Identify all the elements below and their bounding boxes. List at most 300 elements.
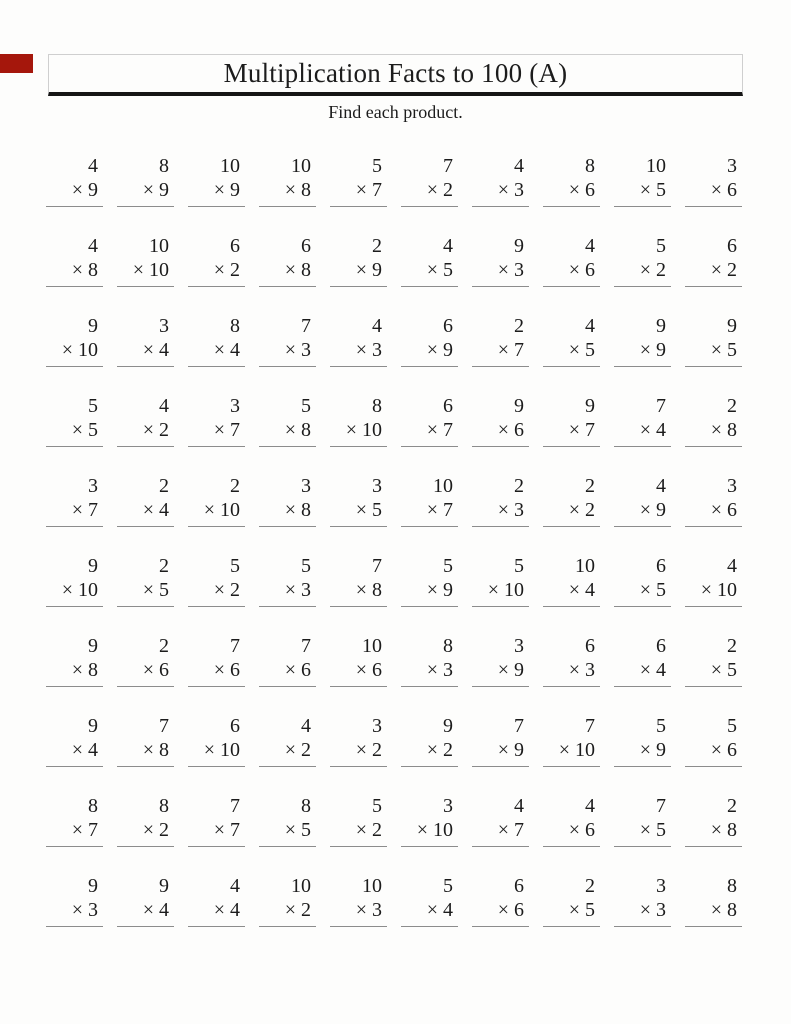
answer-underline xyxy=(401,178,458,207)
answer-underline xyxy=(472,338,529,367)
multiplicand: 4 xyxy=(301,715,311,737)
multiplier: 6 xyxy=(585,819,595,841)
multiplier: 7 xyxy=(230,419,240,441)
multiply-icon: × xyxy=(639,819,651,841)
multiply-icon: × xyxy=(355,179,367,201)
answer-underline xyxy=(188,738,245,767)
multiply-icon: × xyxy=(497,179,509,201)
multiply-icon: × xyxy=(568,819,580,841)
multiplicand: 2 xyxy=(727,635,737,657)
answer-underline xyxy=(188,418,245,447)
multiplier: 10 xyxy=(149,259,169,281)
multiply-icon: × xyxy=(568,499,580,521)
multiplicand: 9 xyxy=(88,715,98,737)
multiplier: 8 xyxy=(727,419,737,441)
multiplier: 2 xyxy=(301,899,311,921)
answer-underline xyxy=(472,258,529,287)
multiplicand: 6 xyxy=(514,875,524,897)
multiplicand: 8 xyxy=(585,155,595,177)
multiplier: 3 xyxy=(585,659,595,681)
answer-underline xyxy=(685,658,742,687)
multiplicand: 6 xyxy=(727,235,737,257)
problem-cell xyxy=(117,714,174,767)
problem-cell xyxy=(188,394,245,447)
answer-underline xyxy=(117,898,174,927)
answer-underline xyxy=(543,418,600,447)
multiply-icon: × xyxy=(639,739,651,761)
problem-cell xyxy=(188,874,245,927)
problem-cell xyxy=(117,154,174,207)
multiplier: 6 xyxy=(585,259,595,281)
multiply-icon: × xyxy=(71,179,83,201)
multiplier: 2 xyxy=(372,819,382,841)
answer-underline xyxy=(259,178,316,207)
answer-underline xyxy=(330,338,387,367)
answer-underline xyxy=(401,498,458,527)
problem-cell xyxy=(188,714,245,767)
answer-underline xyxy=(614,658,671,687)
answer-underline xyxy=(188,578,245,607)
problem-cell xyxy=(117,554,174,607)
multiply-icon: × xyxy=(284,739,296,761)
multiplicand: 3 xyxy=(372,715,382,737)
answer-underline xyxy=(188,258,245,287)
multiplier: 2 xyxy=(585,499,595,521)
answer-underline xyxy=(472,498,529,527)
multiply-icon: × xyxy=(355,579,367,601)
multiplicand: 4 xyxy=(585,235,595,257)
problem-cell xyxy=(401,794,458,847)
multiplier: 10 xyxy=(717,579,737,601)
problem-cell xyxy=(472,234,529,287)
corner-accent-top xyxy=(0,54,33,73)
multiply-icon: × xyxy=(284,819,296,841)
multiply-icon: × xyxy=(284,899,296,921)
multiply-icon: × xyxy=(497,899,509,921)
problem-cell xyxy=(685,874,742,927)
page-title: Multiplication Facts to 100 (A) xyxy=(223,58,568,88)
multiplicand: 2 xyxy=(585,875,595,897)
answer-underline xyxy=(330,818,387,847)
multiply-icon: × xyxy=(142,579,154,601)
answer-underline xyxy=(117,578,174,607)
answer-underline xyxy=(543,578,600,607)
multiplier: 8 xyxy=(88,259,98,281)
multiplicand: 3 xyxy=(727,475,737,497)
multiplicand: 3 xyxy=(230,395,240,417)
multiplicand: 7 xyxy=(656,395,666,417)
answer-underline xyxy=(259,578,316,607)
multiply-icon: × xyxy=(213,899,225,921)
answer-underline xyxy=(472,418,529,447)
multiply-icon: × xyxy=(61,339,73,361)
multiplicand: 3 xyxy=(159,315,169,337)
multiplicand: 4 xyxy=(727,555,737,577)
multiplier: 4 xyxy=(443,899,453,921)
multiply-icon: × xyxy=(142,659,154,681)
multiplier: 8 xyxy=(372,579,382,601)
multiplier: 5 xyxy=(656,819,666,841)
multiply-icon: × xyxy=(558,739,570,761)
answer-underline xyxy=(401,738,458,767)
multiplicand: 2 xyxy=(514,475,524,497)
problem-cell xyxy=(472,794,529,847)
problem-cell xyxy=(472,714,529,767)
problem-cell xyxy=(401,154,458,207)
multiplicand: 3 xyxy=(88,475,98,497)
answer-underline xyxy=(614,738,671,767)
multiply-icon: × xyxy=(497,339,509,361)
problem-cell xyxy=(330,634,387,687)
multiplier: 2 xyxy=(159,419,169,441)
multiply-icon: × xyxy=(497,259,509,281)
problem-cell xyxy=(188,554,245,607)
answer-underline xyxy=(330,898,387,927)
multiplier: 7 xyxy=(585,419,595,441)
problem-cell xyxy=(188,634,245,687)
answer-underline xyxy=(330,258,387,287)
multiplier: 3 xyxy=(514,499,524,521)
multiply-icon: × xyxy=(213,579,225,601)
answer-underline xyxy=(685,498,742,527)
multiplicand: 9 xyxy=(443,715,453,737)
multiplicand: 9 xyxy=(88,555,98,577)
multiply-icon: × xyxy=(71,819,83,841)
multiply-icon: × xyxy=(710,499,722,521)
answer-underline xyxy=(46,258,103,287)
multiplier: 9 xyxy=(372,259,382,281)
problem-cell xyxy=(117,394,174,447)
answer-underline xyxy=(401,658,458,687)
multiplier: 8 xyxy=(727,899,737,921)
multiply-icon: × xyxy=(71,739,83,761)
worksheet-title-box xyxy=(48,54,743,96)
problem-cell xyxy=(188,794,245,847)
problem-cell xyxy=(472,314,529,367)
multiplier: 5 xyxy=(372,499,382,521)
answer-underline xyxy=(472,178,529,207)
problem-cell xyxy=(614,234,671,287)
multiply-icon: × xyxy=(355,259,367,281)
answer-underline xyxy=(259,658,316,687)
multiplier: 2 xyxy=(159,819,169,841)
problem-cell xyxy=(685,394,742,447)
problem-cell xyxy=(401,874,458,927)
problem-cell xyxy=(543,714,600,767)
multiply-icon: × xyxy=(639,259,651,281)
multiplicand: 4 xyxy=(656,475,666,497)
multiply-icon: × xyxy=(497,739,509,761)
answer-underline xyxy=(188,818,245,847)
answer-underline xyxy=(259,498,316,527)
problem-cell xyxy=(330,154,387,207)
answer-underline xyxy=(46,658,103,687)
multiply-icon: × xyxy=(639,579,651,601)
multiplier: 7 xyxy=(443,419,453,441)
problem-cell xyxy=(401,474,458,527)
multiply-icon: × xyxy=(568,659,580,681)
multiplicand: 5 xyxy=(727,715,737,737)
answer-underline xyxy=(117,418,174,447)
multiplier: 2 xyxy=(443,739,453,761)
answer-underline xyxy=(188,658,245,687)
answer-underline xyxy=(543,738,600,767)
multiplicand: 10 xyxy=(575,555,595,577)
problem-cell xyxy=(46,474,103,527)
multiplicand: 8 xyxy=(159,155,169,177)
problem-cell xyxy=(614,634,671,687)
problem-cell xyxy=(46,314,103,367)
problem-cell xyxy=(401,394,458,447)
multiply-icon: × xyxy=(639,339,651,361)
multiply-icon: × xyxy=(142,899,154,921)
multiplicand: 7 xyxy=(514,715,524,737)
problem-cell xyxy=(614,714,671,767)
multiply-icon: × xyxy=(203,739,215,761)
multiplicand: 5 xyxy=(372,795,382,817)
problem-cell xyxy=(543,474,600,527)
multiplier: 3 xyxy=(443,659,453,681)
problem-cell xyxy=(259,394,316,447)
multiplicand: 6 xyxy=(443,315,453,337)
multiply-icon: × xyxy=(213,659,225,681)
multiply-icon: × xyxy=(639,419,651,441)
multiplier: 5 xyxy=(301,819,311,841)
multiplicand: 3 xyxy=(514,635,524,657)
multiply-icon: × xyxy=(213,179,225,201)
multiplier: 10 xyxy=(220,739,240,761)
multiplier: 3 xyxy=(656,899,666,921)
problem-cell xyxy=(330,714,387,767)
answer-underline xyxy=(614,578,671,607)
multiplicand: 4 xyxy=(514,795,524,817)
multiplicand: 3 xyxy=(656,875,666,897)
problem-cell xyxy=(259,634,316,687)
multiplier: 8 xyxy=(301,259,311,281)
multiplier: 4 xyxy=(159,899,169,921)
multiplier: 6 xyxy=(230,659,240,681)
multiplicand: 5 xyxy=(301,555,311,577)
problem-cell xyxy=(543,314,600,367)
problem-cell xyxy=(685,714,742,767)
multiplicand: 7 xyxy=(230,795,240,817)
answer-underline xyxy=(543,258,600,287)
problem-cell xyxy=(401,314,458,367)
answer-underline xyxy=(472,818,529,847)
problem-cell xyxy=(472,554,529,607)
multiply-icon: × xyxy=(132,259,144,281)
answer-underline xyxy=(330,658,387,687)
problem-cell xyxy=(46,554,103,607)
multiplier: 9 xyxy=(88,179,98,201)
multiplier: 9 xyxy=(443,579,453,601)
multiplier: 4 xyxy=(159,499,169,521)
answer-underline xyxy=(401,818,458,847)
problem-cell xyxy=(330,474,387,527)
multiply-icon: × xyxy=(71,659,83,681)
answer-underline xyxy=(117,658,174,687)
multiplicand: 3 xyxy=(372,475,382,497)
problem-cell xyxy=(46,234,103,287)
answer-underline xyxy=(401,338,458,367)
multiplier: 9 xyxy=(656,339,666,361)
multiplicand: 2 xyxy=(159,475,169,497)
multiply-icon: × xyxy=(284,579,296,601)
answer-underline xyxy=(330,738,387,767)
multiplicand: 10 xyxy=(291,155,311,177)
multiplier: 9 xyxy=(514,739,524,761)
problem-cell xyxy=(543,394,600,447)
multiplicand: 6 xyxy=(656,635,666,657)
multiply-icon: × xyxy=(426,899,438,921)
answer-underline xyxy=(46,578,103,607)
multiplicand: 10 xyxy=(220,155,240,177)
multiply-icon: × xyxy=(416,819,428,841)
multiplicand: 5 xyxy=(88,395,98,417)
answer-underline xyxy=(685,738,742,767)
multiplier: 4 xyxy=(585,579,595,601)
multiplier: 5 xyxy=(656,179,666,201)
multiplicand: 10 xyxy=(149,235,169,257)
multiplier: 5 xyxy=(159,579,169,601)
multiplier: 10 xyxy=(433,819,453,841)
multiplicand: 9 xyxy=(585,395,595,417)
multiplicand: 4 xyxy=(514,155,524,177)
multiplier: 5 xyxy=(727,339,737,361)
problem-cell xyxy=(543,154,600,207)
problem-cell xyxy=(188,154,245,207)
multiplier: 4 xyxy=(656,659,666,681)
problem-cell xyxy=(259,874,316,927)
answer-underline xyxy=(614,818,671,847)
worksheet-instructions: Find each product. xyxy=(328,102,463,122)
multiplier: 10 xyxy=(78,579,98,601)
answer-underline xyxy=(46,738,103,767)
answer-underline xyxy=(543,498,600,527)
multiplicand: 3 xyxy=(727,155,737,177)
answer-underline xyxy=(188,498,245,527)
answer-underline xyxy=(685,258,742,287)
multiply-icon: × xyxy=(345,419,357,441)
multiplicand: 9 xyxy=(514,395,524,417)
multiply-icon: × xyxy=(71,499,83,521)
multiply-icon: × xyxy=(71,419,83,441)
answer-underline xyxy=(614,418,671,447)
answer-underline xyxy=(46,338,103,367)
multiplicand: 7 xyxy=(159,715,169,737)
multiply-icon: × xyxy=(61,579,73,601)
multiplier: 7 xyxy=(88,499,98,521)
multiply-icon: × xyxy=(355,499,367,521)
problem-cell xyxy=(401,554,458,607)
multiplier: 7 xyxy=(514,339,524,361)
problem-cell xyxy=(543,634,600,687)
multiplicand: 9 xyxy=(88,635,98,657)
problem-cell xyxy=(259,554,316,607)
problem-cell xyxy=(401,634,458,687)
multiplier: 4 xyxy=(230,339,240,361)
multiplier: 7 xyxy=(88,819,98,841)
multiplier: 8 xyxy=(159,739,169,761)
problem-cell xyxy=(543,874,600,927)
multiplicand: 10 xyxy=(433,475,453,497)
multiplicand: 8 xyxy=(230,315,240,337)
multiplier: 7 xyxy=(443,499,453,521)
multiplicand: 5 xyxy=(301,395,311,417)
multiply-icon: × xyxy=(426,739,438,761)
problem-cell xyxy=(330,794,387,847)
multiplicand: 5 xyxy=(230,555,240,577)
multiply-icon: × xyxy=(426,659,438,681)
answer-underline xyxy=(46,418,103,447)
answer-underline xyxy=(685,338,742,367)
multiply-icon: × xyxy=(497,819,509,841)
multiply-icon: × xyxy=(710,899,722,921)
multiply-icon: × xyxy=(568,419,580,441)
multiplier: 6 xyxy=(301,659,311,681)
multiplicand: 7 xyxy=(372,555,382,577)
multiplicand: 2 xyxy=(372,235,382,257)
problem-cell xyxy=(46,714,103,767)
problem-cell xyxy=(188,314,245,367)
answer-underline xyxy=(614,258,671,287)
multiply-icon: × xyxy=(710,819,722,841)
answer-underline xyxy=(472,578,529,607)
answer-underline xyxy=(330,578,387,607)
multiplicand: 4 xyxy=(372,315,382,337)
problem-cell xyxy=(188,234,245,287)
multiplicand: 8 xyxy=(443,635,453,657)
multiplicand: 9 xyxy=(159,875,169,897)
multiplicand: 5 xyxy=(443,555,453,577)
problem-cell xyxy=(259,794,316,847)
multiplier: 8 xyxy=(301,419,311,441)
answer-underline xyxy=(543,898,600,927)
answer-underline xyxy=(614,498,671,527)
multiply-icon: × xyxy=(142,819,154,841)
multiply-icon: × xyxy=(213,419,225,441)
problem-cell xyxy=(685,634,742,687)
multiplicand: 9 xyxy=(88,315,98,337)
answer-underline xyxy=(401,418,458,447)
multiply-icon: × xyxy=(284,499,296,521)
multiply-icon: × xyxy=(213,259,225,281)
multiplicand: 2 xyxy=(727,395,737,417)
multiply-icon: × xyxy=(213,339,225,361)
multiplicand: 6 xyxy=(656,555,666,577)
answer-underline xyxy=(188,898,245,927)
multiplier: 4 xyxy=(656,419,666,441)
multiply-icon: × xyxy=(284,419,296,441)
multiplier: 2 xyxy=(656,259,666,281)
answer-underline xyxy=(330,178,387,207)
problem-cell xyxy=(330,314,387,367)
answer-underline xyxy=(46,178,103,207)
multiply-icon: × xyxy=(355,899,367,921)
problem-cell xyxy=(685,234,742,287)
answer-underline xyxy=(614,898,671,927)
multiplier: 2 xyxy=(230,259,240,281)
multiplicand: 7 xyxy=(301,635,311,657)
answer-underline xyxy=(259,418,316,447)
multiplicand: 6 xyxy=(585,635,595,657)
multiplicand: 7 xyxy=(301,315,311,337)
multiply-icon: × xyxy=(710,739,722,761)
multiplicand: 8 xyxy=(88,795,98,817)
answer-underline xyxy=(46,498,103,527)
multiplier: 6 xyxy=(727,179,737,201)
multiplicand: 4 xyxy=(88,235,98,257)
